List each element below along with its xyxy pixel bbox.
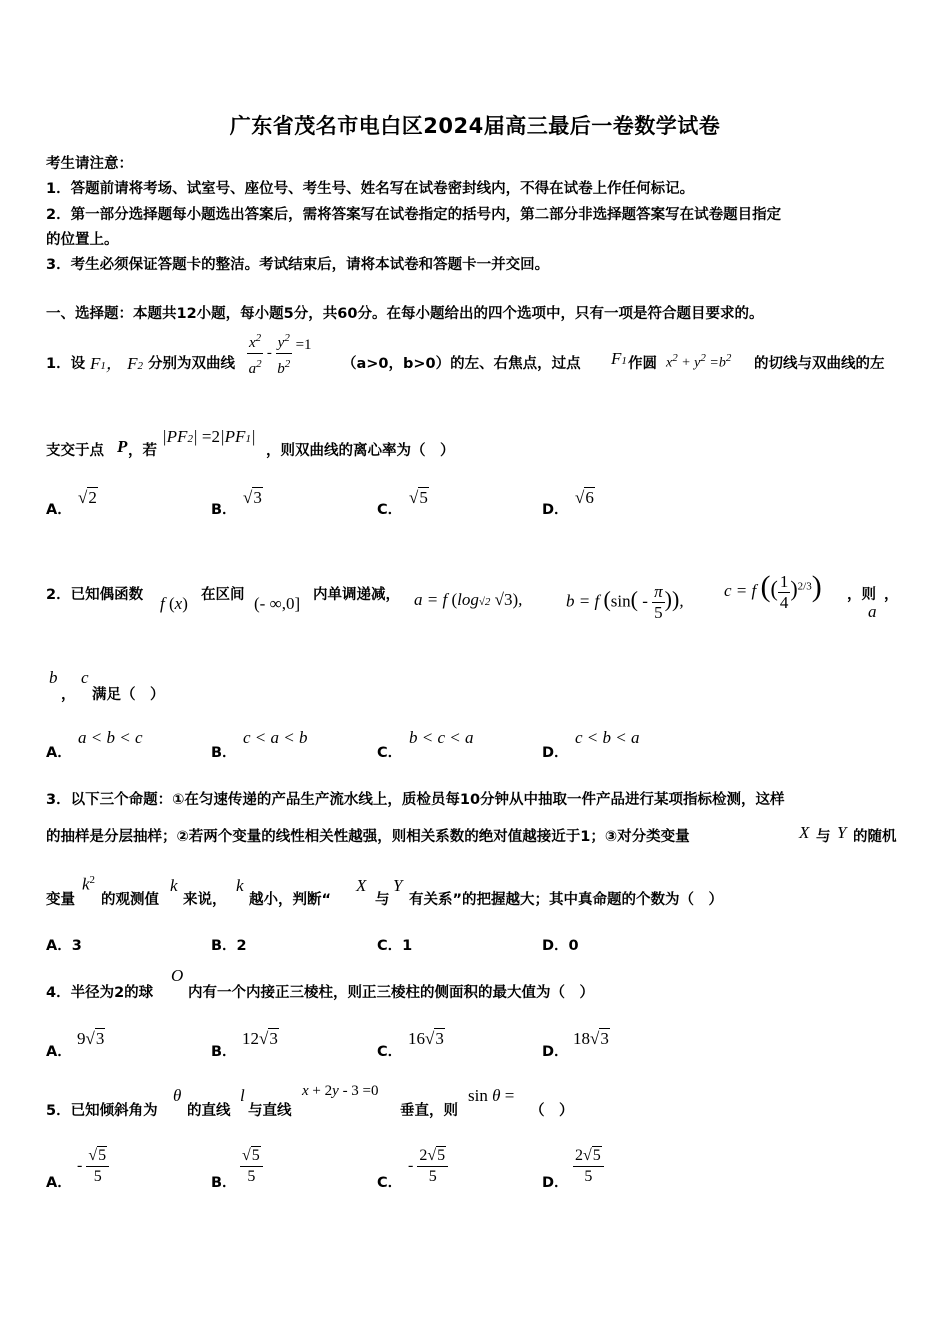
q5-text-5: （ ） (530, 1103, 574, 1119)
q3-option-b[interactable]: B．2 (211, 938, 247, 954)
q1-text-6: 支交于点 (46, 443, 104, 459)
q1-text-5: 的切线与双曲线的左 (754, 356, 885, 372)
q5-option-c[interactable]: - $\frac{2√5}{5}$ (408, 1146, 448, 1187)
q4-option-d-label[interactable]: D． (542, 1044, 569, 1060)
q4-text-1: 4．半径为2的球 (46, 985, 154, 1001)
q5-option-b-label[interactable]: B． (211, 1175, 237, 1191)
q1-option-b[interactable]: √3 (243, 488, 262, 507)
q5-option-a[interactable]: - $\frac{√5}{5}$ (77, 1146, 109, 1187)
q1-text-1: 1．设 (46, 356, 86, 372)
q3-line-3d: 越小，判断“ (249, 892, 332, 908)
q2-option-a[interactable]: a < b < c (78, 728, 143, 747)
q3-line-3c: 来说， (183, 892, 227, 908)
q2-a-def: a = f (log√2 √3), (414, 590, 523, 609)
notice-item-2-cont: 的位置上。 (46, 232, 119, 248)
q1-circle: $x^2 + y^2 =b^2$ (666, 352, 732, 371)
q3-line-2a: 的抽样是分层抽样；②若两个变量的线性相关性越强，则相关系数的绝对值越接近于1；③对分类变量 (46, 829, 690, 845)
q3-line-3e: 与 (375, 892, 390, 908)
q2-var-c: c (81, 668, 89, 687)
q3-var-x-2: X (356, 876, 367, 895)
q3-var-x: X (799, 823, 810, 842)
q3-option-d[interactable]: D．0 (542, 938, 579, 954)
q4-option-d[interactable]: 18√3 (573, 1029, 609, 1048)
q5-option-b[interactable]: $\frac{√5}{5}$ (240, 1146, 263, 1187)
q3-line-3b: 的观测值 (101, 892, 159, 908)
q2-text-5: 满足（ ） (92, 687, 165, 703)
q2-text-2: 在区间 (201, 587, 245, 603)
q2-text-4: ，则 (847, 587, 876, 603)
q4-option-b[interactable]: 12√3 (242, 1029, 278, 1048)
q3-line-2c: 的随机 (853, 829, 897, 845)
q1-text-4: 作圆 (628, 356, 657, 372)
q2-comma-2: ， (61, 687, 76, 703)
q1-f1f2: F1， F2 (90, 354, 144, 373)
section-heading: 一、选择题：本题共12小题，每小题5分，共60分。在每小题给出的四个选项中，只有一项是符合题目要求的。 (46, 306, 764, 322)
notice-item-1: 1．答题前请将考场、试室号、座位号、考生号、姓名写在试卷密封线内，不得在试卷上作任何标记。 (46, 181, 695, 197)
q2-option-d-label[interactable]: D． (542, 745, 569, 761)
q1-option-c-label[interactable]: C． (377, 502, 403, 518)
q5-text-4: 垂直，则 (400, 1103, 458, 1119)
q2-var-a: a (868, 602, 877, 621)
q1-condition: |PF2| =2|PF1| (162, 427, 256, 446)
q2-var-b: b (49, 668, 58, 687)
q5-option-c-label[interactable]: C． (377, 1175, 403, 1191)
q4-option-a-label[interactable]: A． (46, 1044, 72, 1060)
q5-line-l: l (240, 1086, 245, 1105)
q1-option-d[interactable]: √6 (575, 488, 594, 507)
q4-text-2: 内有一个内接正三棱柱，则正三棱柱的侧面积的最大值为（ ） (188, 985, 594, 1001)
q2-option-b-label[interactable]: B． (211, 745, 237, 761)
q1-option-c[interactable]: √5 (409, 488, 428, 507)
q2-option-b[interactable]: c < a < b (243, 728, 308, 747)
q2-comma: ， (884, 587, 899, 603)
q1-hyperbola: $\frac{x^2}{a^2}$ - $\frac{y^2}{b^2}$ =1 (247, 328, 312, 379)
q1-point-p: P (117, 437, 128, 456)
q5-text-1: 5．已知倾斜角为 (46, 1103, 158, 1119)
q3-line-2b: 与 (816, 829, 831, 845)
q5-option-d-label[interactable]: D． (542, 1175, 569, 1191)
q1-option-a-label[interactable]: A． (46, 502, 72, 518)
q5-line-eq: x + 2y - 3 =0 (302, 1083, 379, 1099)
q4-option-c-label[interactable]: C． (377, 1044, 403, 1060)
q3-option-c[interactable]: C．1 (377, 938, 413, 954)
q2-text-1: 2．已知偶函数 (46, 587, 144, 603)
q2-text-3: 内单调递减， (313, 587, 400, 603)
q1-option-d-label[interactable]: D． (542, 502, 569, 518)
q4-sphere-o: O (171, 966, 184, 985)
q1-option-b-label[interactable]: B． (211, 502, 237, 518)
notice-item-3: 3．考生必须保证答题卡的整洁。考试结束后，请将本试卷和答题卡一并交回。 (46, 257, 550, 273)
q5-sin-theta: sin θ = (468, 1086, 515, 1105)
q2-b-def: b = f (sin( - $\frac{\pi}{5}$ )), (566, 582, 684, 622)
q2-option-a-label[interactable]: A． (46, 745, 72, 761)
q3-option-a[interactable]: A．3 (46, 938, 82, 954)
q2-option-d[interactable]: c < b < a (575, 728, 640, 747)
q1-text-8: ，则双曲线的离心率为（ ） (266, 443, 455, 459)
q3-line-1: 3．以下三个命题：①在匀速传递的产品生产流水线上，质检员每10分钟从中抽取一件产品进行某项指标检测，这样 (46, 792, 785, 808)
q2-fx: f (x) (160, 594, 188, 613)
q2-option-c[interactable]: b < c < a (409, 728, 474, 747)
q3-line-3f: 有关系”的把握越大；其中真命题的个数为（ ） (409, 892, 724, 908)
q4-option-b-label[interactable]: B． (211, 1044, 237, 1060)
q1-text-2: 分别为双曲线 (148, 356, 235, 372)
q4-option-c[interactable]: 16√3 (408, 1029, 444, 1048)
q3-k-2: k (236, 876, 244, 895)
q1-option-a[interactable]: √2 (78, 488, 97, 507)
q5-option-d[interactable]: $\frac{2√5}{5}$ (573, 1146, 604, 1187)
q3-var-y-2: Y (393, 876, 403, 895)
page-title: 广东省茂名市电白区2024届高三最后一卷数学试卷 (229, 114, 721, 138)
q3-line-3a: 变量 (46, 892, 75, 908)
notice-item-2: 2．第一部分选择题每小题选出答案后，需将答案写在试卷指定的括号内，第二部分非选择题答案写在试卷题目指定 (46, 207, 782, 223)
q1-f1: F1 (611, 349, 627, 368)
q2-interval: (- ∞,0] (254, 594, 301, 613)
q5-text-3: 与直线 (248, 1103, 292, 1119)
q4-option-a[interactable]: 9√3 (77, 1029, 105, 1048)
q5-option-a-label[interactable]: A． (46, 1175, 72, 1191)
q2-option-c-label[interactable]: C． (377, 745, 403, 761)
q5-theta: θ (173, 1086, 182, 1105)
q3-var-y: Y (837, 823, 847, 842)
notice-heading: 考生请注意： (46, 156, 133, 172)
q2-c-def: c = f (( $\frac{1}{4}$ )$^{2/3}$) (724, 570, 822, 612)
q3-k: k (170, 876, 178, 895)
q5-text-2: 的直线 (187, 1103, 231, 1119)
q3-k2: $k^2$ (82, 874, 96, 894)
q1-text-7: ，若 (128, 443, 157, 459)
q1-text-3: （a>0，b>0）的左、右焦点，过点 (342, 356, 581, 372)
